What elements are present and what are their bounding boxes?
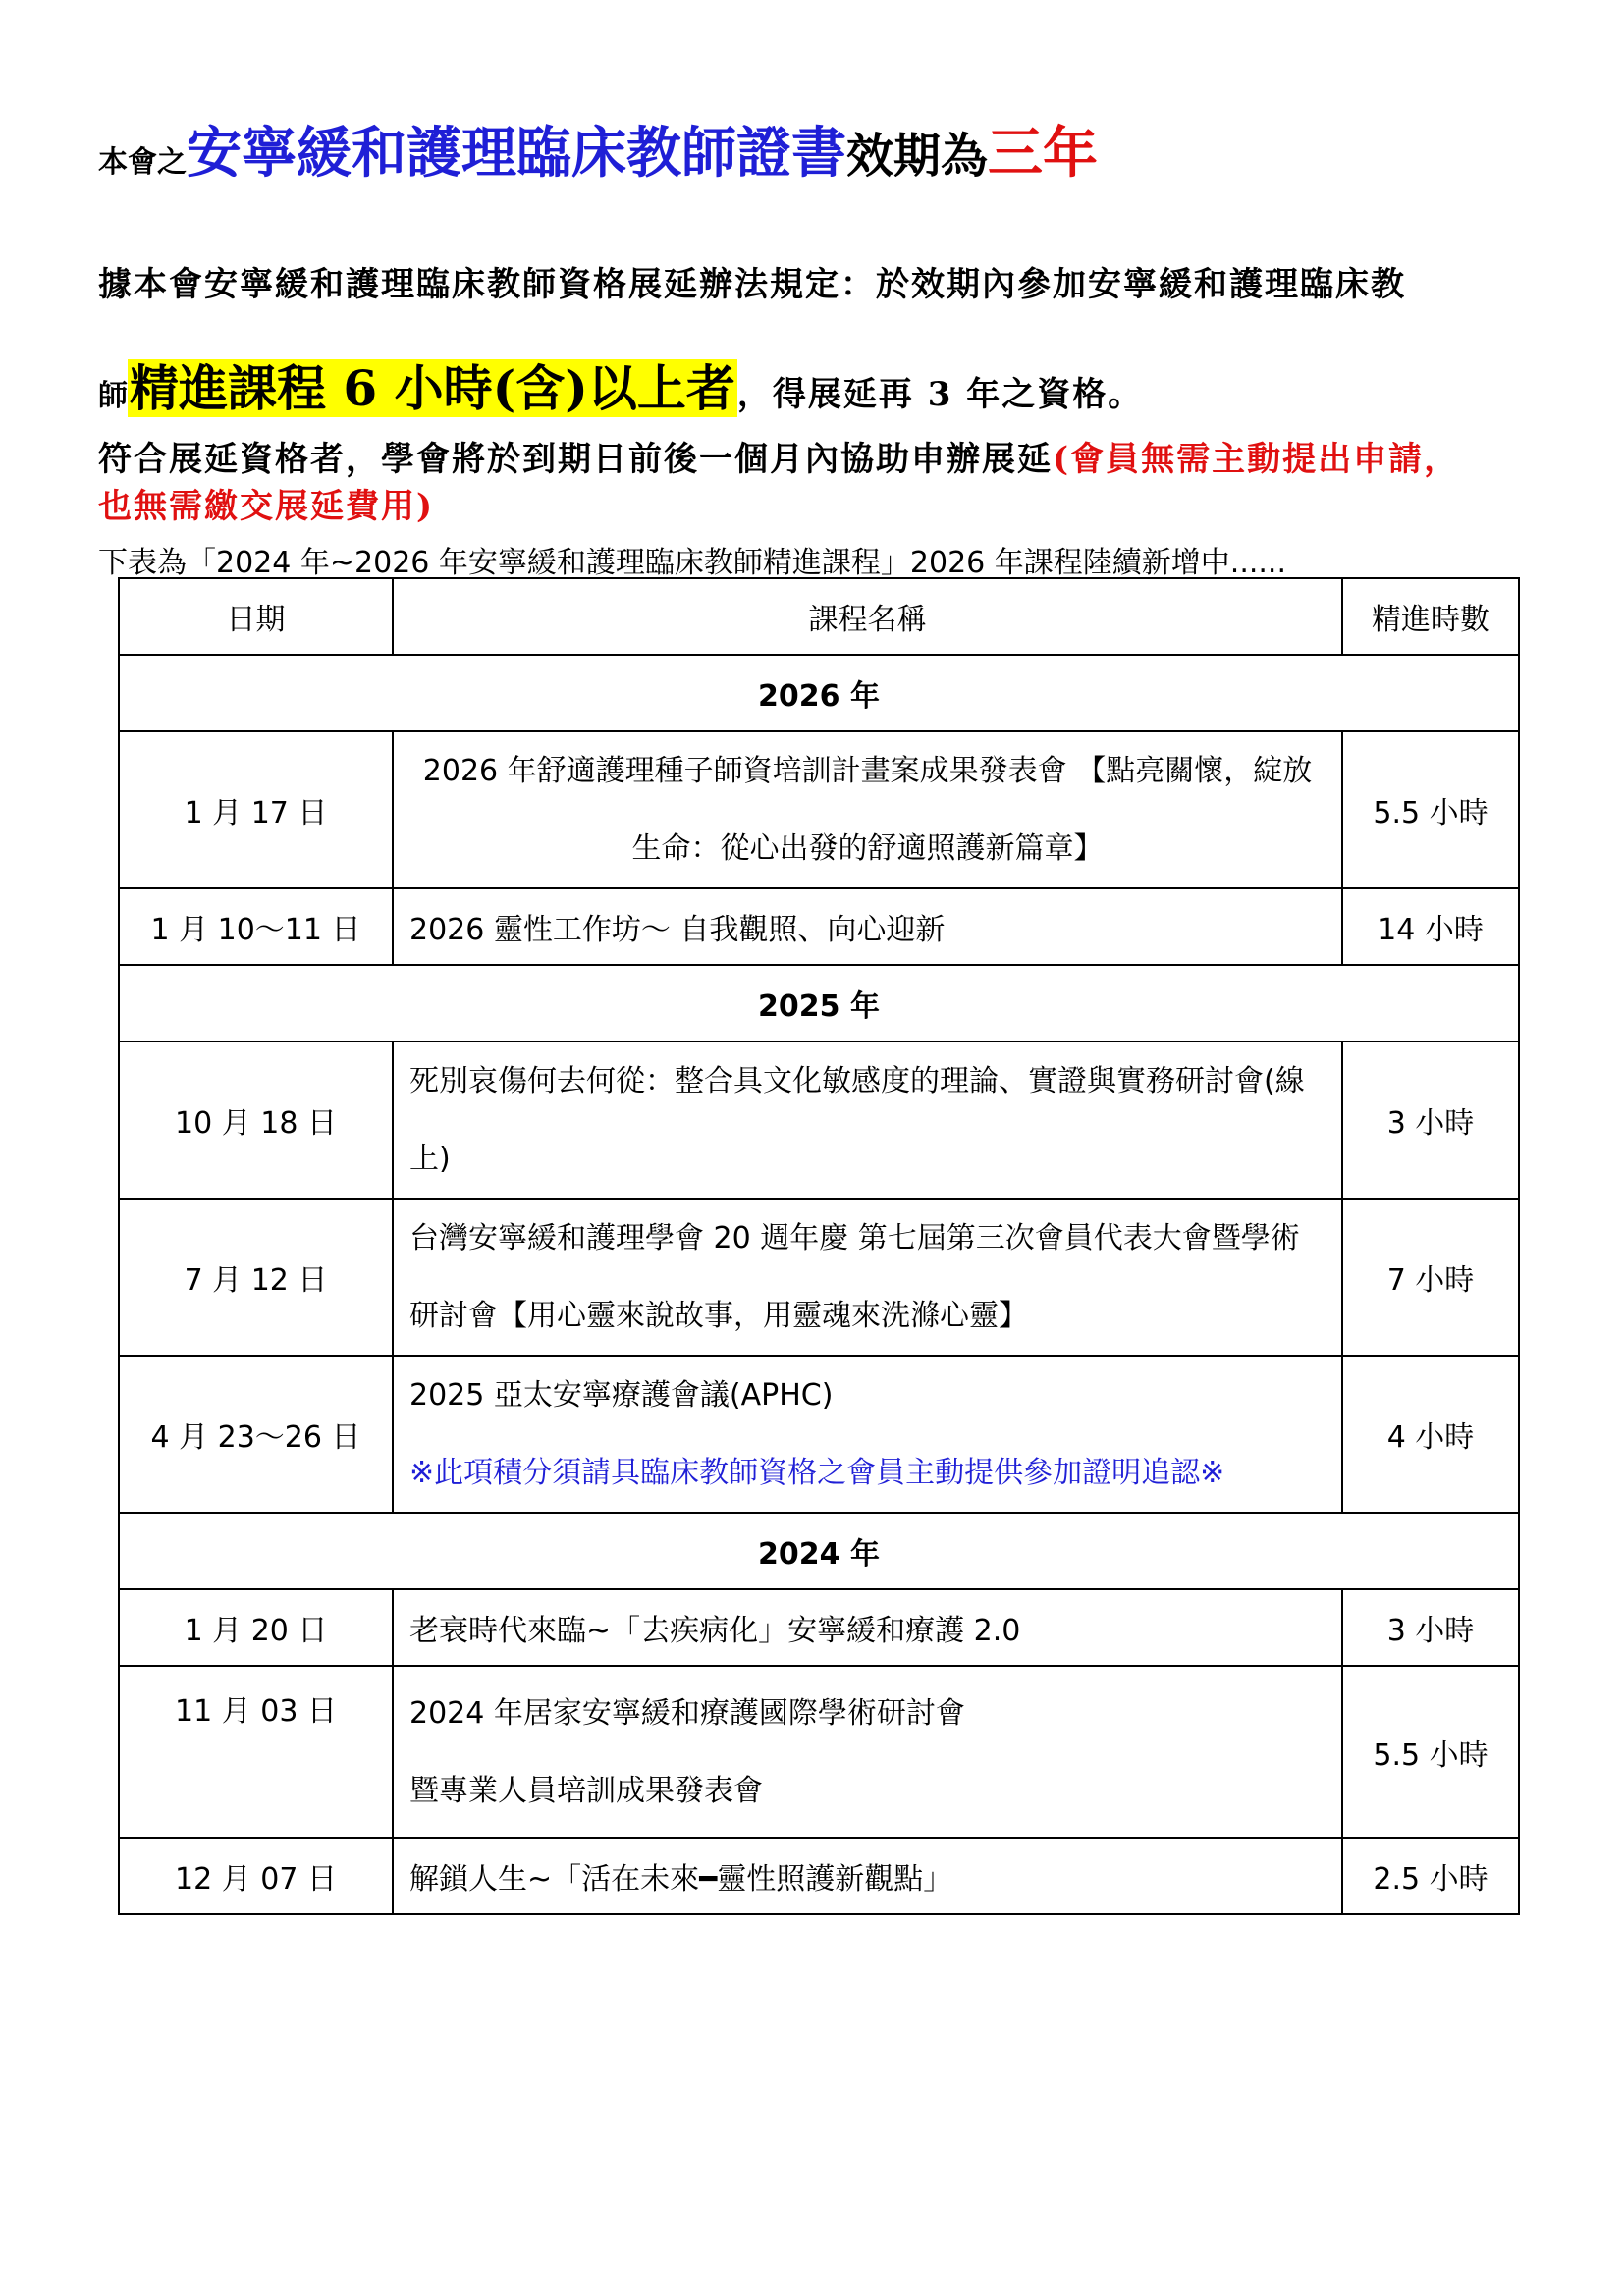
row-course-cell xyxy=(393,1666,1342,1838)
table-row xyxy=(119,1356,1519,1513)
row-date: 1 月 20 日 xyxy=(119,1589,393,1666)
year-row-2026 xyxy=(119,655,1519,731)
intro-highlight: 精進課程 6 小時(含)以上者 xyxy=(130,359,735,417)
table-row xyxy=(119,888,1519,965)
intro-line-2 xyxy=(98,349,1143,420)
table-row xyxy=(119,1199,1519,1356)
table-row xyxy=(119,1041,1519,1199)
row-date: 12 月 07 日 xyxy=(119,1838,393,1914)
header-hours: 精進時數 xyxy=(1342,578,1519,655)
table-header-row xyxy=(119,578,1519,655)
year-label: 2026 年 xyxy=(119,655,1519,731)
row-course-cell xyxy=(393,1356,1342,1513)
heading-middle: 效期為 xyxy=(846,129,989,184)
row-course: 死別哀傷何去何從：整合具文化敏感度的理論、實證與實務研討會(線上) xyxy=(393,1041,1342,1199)
year-label: 2025 年 xyxy=(119,965,1519,1041)
row-course: 老衰時代來臨~「去疾病化」安寧緩和療護 2.0 xyxy=(393,1589,1342,1666)
row-hours: 7 小時 xyxy=(1342,1199,1519,1356)
intro-line-2-suffix: ，得展延再 3 年之資格。 xyxy=(736,375,1144,414)
table-row xyxy=(119,1666,1519,1838)
intro-line-4: 也無需繳交展延費用) xyxy=(98,487,435,526)
table-row xyxy=(119,731,1519,888)
row-course-line-2: 暨專業人員培訓成果發表會 xyxy=(409,1773,763,1808)
table-row xyxy=(119,1838,1519,1914)
row-date: 4 月 23～26 日 xyxy=(119,1356,393,1513)
table-caption: 下表為「2024 年~2026 年安寧緩和護理臨床教師精進課程」2026 年課程陸續新增中...... xyxy=(98,546,1287,580)
year-row-2024 xyxy=(119,1513,1519,1589)
year-row-2025 xyxy=(119,965,1519,1041)
row-date: 11 月 03 日 xyxy=(119,1666,393,1838)
row-hours: 4 小時 xyxy=(1342,1356,1519,1513)
row-date: 7 月 12 日 xyxy=(119,1199,393,1356)
course-table xyxy=(118,577,1520,1915)
intro-line-3-red: (會員無需主動提出申請， xyxy=(1053,440,1460,479)
intro-line-2-prefix: 師 xyxy=(98,379,128,413)
header-date: 日期 xyxy=(119,578,393,655)
intro-line-3 xyxy=(98,432,1459,480)
row-date: 1 月 10～11 日 xyxy=(119,888,393,965)
intro-line-3-text: 符合展延資格者，學會將於到期日前後一個月內協助申辦展延 xyxy=(98,440,1053,479)
row-course: 解鎖人生~「活在未來━靈性照護新觀點」 xyxy=(393,1838,1342,1914)
heading-duration: 三年 xyxy=(988,121,1099,186)
row-course: 2025 亞太安寧療護會議(APHC) xyxy=(409,1378,834,1413)
row-hours: 3 小時 xyxy=(1342,1589,1519,1666)
heading-cert-name: 安寧緩和護理臨床教師證書 xyxy=(187,121,846,186)
row-course: 台灣安寧緩和護理學會 20 週年慶 第七屆第三次會員代表大會暨學術研討會【用心靈來說故事，用靈魂來洗滌心靈】 xyxy=(393,1199,1342,1356)
table-row xyxy=(119,1589,1519,1666)
row-hours: 5.5 小時 xyxy=(1342,1666,1519,1838)
intro-line-1: 據本會安寧緩和護理臨床教師資格展延辦法規定：於效期內參加安寧緩和護理臨床教 xyxy=(98,265,1406,304)
row-hours: 5.5 小時 xyxy=(1342,731,1519,888)
row-hours: 3 小時 xyxy=(1342,1041,1519,1199)
heading-prefix: 本會之 xyxy=(98,145,187,180)
row-course: 2026 靈性工作坊～ 自我觀照、向心迎新 xyxy=(393,888,1342,965)
row-course-notice: ※此項積分須請具臨床教師資格之會員主動提供參加證明追認※ xyxy=(409,1456,1225,1490)
page-heading xyxy=(98,110,1098,188)
row-date: 10 月 18 日 xyxy=(119,1041,393,1199)
year-label: 2024 年 xyxy=(119,1513,1519,1589)
row-hours: 2.5 小時 xyxy=(1342,1838,1519,1914)
row-course-line-1: 2024 年居家安寧緩和療護國際學術研討會 xyxy=(409,1695,965,1731)
header-course: 課程名稱 xyxy=(393,578,1342,655)
row-course: 2026 年舒適護理種子師資培訓計畫案成果發表會 【點亮關懷，綻放生命：從心出發的舒適照護新篇章】 xyxy=(393,731,1342,888)
row-date: 1 月 17 日 xyxy=(119,731,393,888)
row-hours: 14 小時 xyxy=(1342,888,1519,965)
